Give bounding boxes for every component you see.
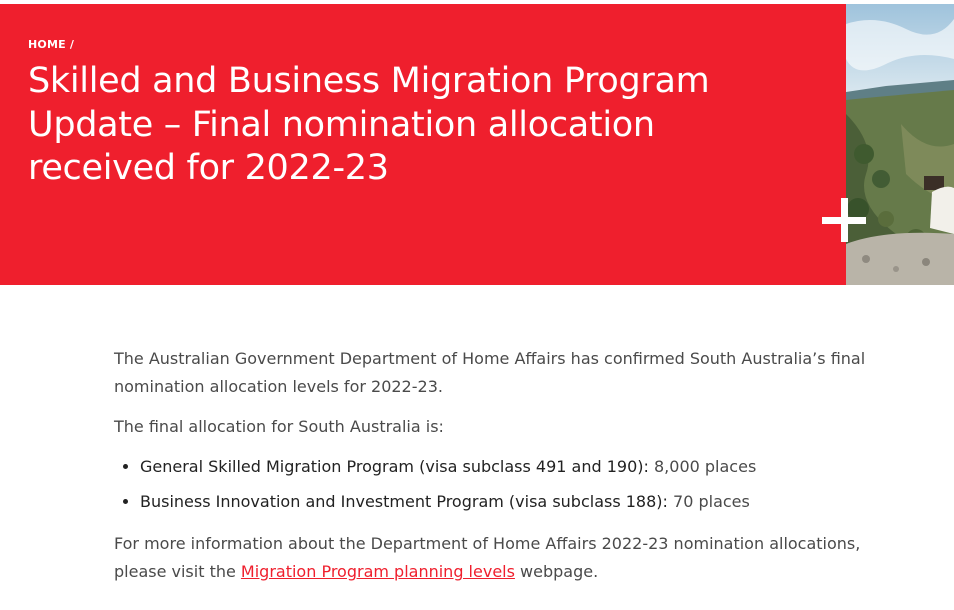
allocation-list <box>114 453 914 516</box>
plus-icon <box>822 198 866 242</box>
hero-red-panel <box>0 4 846 285</box>
page-title: Skilled and Business Migration Program Update – Final nomination allocation received for 2022-23 <box>28 61 710 188</box>
program-places: 70 places <box>673 492 750 511</box>
hero-banner <box>0 4 954 285</box>
migration-planning-link[interactable]: Migration Program planning levels <box>240 562 515 581</box>
hero-photo <box>846 4 954 285</box>
more-info-suffix: webpage. <box>520 562 599 581</box>
program-name: General Skilled Migration Program (visa subclass 491 and 190): <box>140 457 649 476</box>
more-info-prefix: For more information about the Department of Home Affairs 2022-23 nomination allocations, please visit the <box>114 534 861 581</box>
program-places: 8,000 places <box>654 457 757 476</box>
intro-paragraph: The Australian Government Department of Home Affairs has confirmed South Australia’s final nomination allocation levels for 2022-23. <box>114 349 866 396</box>
list-item <box>140 488 914 516</box>
article-body <box>114 345 914 598</box>
breadcrumb-home-link[interactable]: HOME / <box>28 38 75 51</box>
program-name: Business Innovation and Investment Program (visa subclass 188): <box>140 492 668 511</box>
breadcrumb <box>28 38 74 51</box>
coastal-landscape-image <box>846 4 954 285</box>
more-info-paragraph <box>114 530 914 586</box>
list-item <box>140 453 914 481</box>
allocation-lead: The final allocation for South Australia is: <box>114 417 444 436</box>
